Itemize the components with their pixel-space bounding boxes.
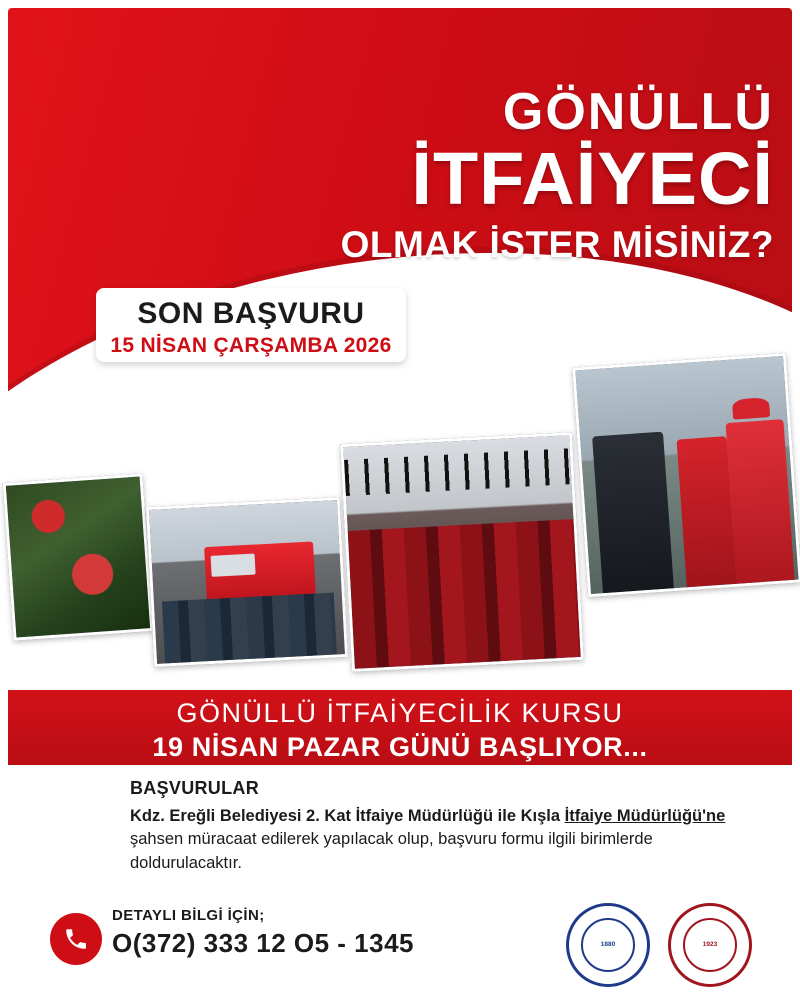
volunteer-two-shape (725, 419, 794, 584)
photo-classroom-training (340, 432, 584, 672)
headline-line-2: İTFAİYECİ (411, 137, 774, 220)
photo-handshake-officials (572, 353, 800, 597)
footer-block (0, 895, 800, 1000)
photo-collage (0, 360, 800, 690)
fire-department-seal-inner: 1923 (683, 918, 737, 972)
applications-text-rest: şahsen müracaat edilerek yapılacak olup, başvuru formu ilgili birimlerde doldurulacaktır. (130, 830, 653, 872)
red-cap-shape (732, 397, 771, 420)
phone-icon (50, 913, 102, 965)
photo-rope-climbing-image (6, 477, 150, 638)
applications-block (130, 778, 730, 875)
official-suit-shape (593, 432, 674, 593)
applications-title: BAŞVURULAR (130, 778, 259, 798)
deadline-badge (96, 288, 406, 362)
deadline-date: 15 NİSAN ÇARŞAMBA 2026 (110, 334, 392, 357)
logo-group (566, 903, 752, 987)
photo-rope-climbing (3, 473, 154, 640)
applications-text-bold-1: Kdz. Ereğli Belediyesi 2. Kat İtfaiye Müdürlüğü ile Kışla (130, 807, 561, 825)
municipality-seal-inner: 1880 (581, 918, 635, 972)
headline-line-1: GÖNÜLLÜ (502, 83, 774, 141)
crew-shape (161, 593, 337, 664)
applications-text-bold-2: İtfaiye Müdürlüğü'ne (564, 807, 726, 825)
contact-label: DETAYLI BİLGİ İÇİN; (112, 907, 265, 924)
municipality-logo (566, 903, 650, 987)
municipality-seal (566, 903, 650, 987)
fire-department-seal (668, 903, 752, 987)
contact-phone-number[interactable]: O(372) 333 12 O5 - 1345 (112, 928, 415, 958)
course-start-band (8, 690, 792, 765)
applications-text (130, 805, 730, 875)
headline-block (340, 83, 774, 265)
band-line-1: GÖNÜLLÜ İTFAİYECİLİK KURSU (176, 698, 624, 728)
deadline-label: SON BAŞVURU (137, 297, 365, 330)
photo-fire-truck-crew (146, 497, 348, 667)
contact-info (112, 907, 414, 959)
headline-line-3: OLMAK İSTER MİSİNİZ? (340, 224, 774, 265)
fire-department-logo (668, 903, 752, 987)
trainees-shape (348, 519, 581, 668)
band-line-2: 19 NİSAN PAZAR GÜNÜ BAŞLIYOR... (152, 732, 648, 762)
